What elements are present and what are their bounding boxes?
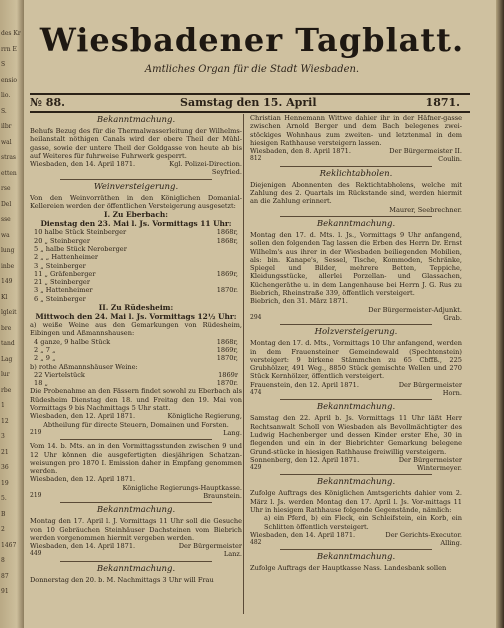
binding-fragment: 1467	[1, 541, 17, 549]
notice-text: Montag den 17. April l. J. Vormittags 11 Uhr soll die Gesuche von 10 Gebräuchen Steinhäuser Dachsteinen vom Biebrich werden vorgenommen hiermit vergeben werden.	[30, 517, 242, 542]
binding-fragment: tand	[1, 340, 15, 347]
notice-office: Königliche Regierung,	[167, 412, 242, 421]
notice-footer	[30, 492, 242, 500]
notice-office-dept: Abtheilung für directe Steuern, Domainen und Forsten.	[43, 420, 229, 429]
wine-item: 2 „ „ Hattenheimer	[34, 253, 99, 262]
notice-signer: Horn.	[442, 389, 462, 398]
binding-fragment: 149	[1, 278, 13, 285]
binding-fragment: wa	[1, 231, 10, 239]
notice-office: Der Bürgermeister	[398, 455, 462, 464]
rule	[280, 474, 432, 475]
notice-number: 482	[250, 539, 262, 547]
wine-vintage: 1868r,	[216, 228, 238, 237]
wine-item: 18 „	[34, 379, 48, 388]
notice-heading: Bekanntmachung.	[316, 402, 396, 413]
notice-place: Wiesbaden, den 12. April 1871.	[30, 412, 136, 421]
wine-item: 11 „ Gräfenberger	[34, 269, 96, 278]
notice-heading: Bekanntmachung.	[316, 477, 396, 488]
wine-row	[30, 286, 242, 294]
binding-fragment: lung	[1, 247, 15, 254]
notice-partial	[250, 552, 462, 572]
section-date: Dienstag den 23. Mai l. Js. Vormittags 11 Uhr:	[40, 219, 232, 229]
binding-fragment: rrn E	[1, 45, 17, 53]
wine-item: 5 „ halbe Stück Neroberger	[34, 244, 127, 253]
right-column	[250, 114, 462, 573]
wine-row	[30, 228, 242, 236]
left-column	[30, 114, 242, 584]
notice-heading: Bekanntmachung.	[96, 563, 176, 574]
wine-item: 6 „ Steinberger	[34, 294, 86, 303]
notice-office: Königliche Regierungs-Hauptkasse.	[122, 483, 242, 492]
binding-fragment: Kl	[1, 293, 8, 301]
notice-items: a) ein Pferd, b) ein Fleck, ein Schleifstein, ein Korb, ein Schlitten öffentlich versteigert.	[264, 514, 462, 531]
wine-row	[30, 295, 242, 303]
notice-footer	[250, 155, 462, 163]
binding-fragment: inbe	[1, 262, 15, 270]
notice-signature	[250, 147, 462, 155]
binding-fragment: 87	[1, 572, 9, 580]
wine-row	[30, 245, 242, 253]
rule	[60, 439, 212, 440]
notice-text: Zufolge Auftrags der Hauptkasse Nass. Landesbank sollen	[250, 564, 447, 573]
notice-text: Die Probenahme an den Fässern findet sowohl zu Eberbach als Rüdesheim Dienstag den 18. und Freitag den 19. Mai von Vormittags 9 bis Nachmittags 5 Uhr statt.	[30, 387, 242, 413]
notice-heading: Bekanntmachung.	[96, 505, 176, 516]
notice-place: Sonnenberg, den 12. April 1871.	[250, 455, 360, 464]
binding-fragment: sse	[1, 216, 11, 223]
wine-item: 22 Viertelstück	[34, 370, 85, 379]
notice-text: Von den Weinvorräthen in den Königlichen Domanial-Kellereien werden der öffentlichen Versteigerung ausgesetzt:	[30, 193, 242, 211]
wine-row	[30, 237, 242, 245]
section-title: II. Zu Rüdesheim:	[98, 303, 174, 313]
notice-signer: Lanz.	[223, 550, 242, 559]
notice-office: Der Gerichts-Executor.	[385, 530, 462, 539]
notice-number: 449	[30, 550, 42, 558]
binding-fragment: 5.	[1, 495, 7, 502]
notice-signer: Braunstein.	[203, 491, 242, 500]
notice-roof-tiles	[30, 505, 242, 558]
binding-fragment: lur	[1, 371, 10, 378]
wine-item: 10 halbe Stück Steinberger	[34, 228, 127, 237]
notice-text: Samstag den 22. April b. Js. Vormittags 11 Uhr läßt Herr Rechtsanwalt Scholl von Wiesbaden als Bevollmächtigter des Ludwig Hachenberger und dessen Kinder erster Ehe, 30 in flegenden und ein in der Biebrichter Gemarkung belegene Grund-stücke in hiesigen Rathhause freiwillig versteigern.	[250, 414, 462, 456]
wine-row	[30, 278, 242, 286]
notice-text: Christian Hennemann Wittwe dahier ihr in der Häfner-gasse zwischen Arnold Berger und dem Bach belegenes zwei-stöckiges Wohnhaus zum zweiten- und letztenmal in dem hiesigen Rathhause versteigern lassen.	[250, 114, 462, 147]
notice-land-auction	[250, 402, 462, 472]
binding-fragment: Del	[1, 200, 12, 208]
notice-number: 474	[250, 389, 262, 397]
binding-fragment: stras	[1, 154, 17, 161]
notice-footer	[30, 550, 242, 558]
wine-row	[30, 338, 242, 346]
notice-signer: Grab.	[443, 313, 462, 322]
wine-row	[30, 346, 242, 354]
newspaper-subtitle: Amtliches Organ für die Stadt Wiesbaden.	[144, 64, 360, 75]
binding-fragment: 8	[1, 557, 5, 564]
rule	[280, 549, 432, 550]
rule	[60, 502, 212, 503]
notice-text: Montag den 17. d. Mts. l. Js., Vormittags 9 Uhr anfangend, sollen den folgenden Tag lassen die Erben des Herrn Dr. Ernst Wilhelm's aus ihrer in der Wiesbaden beiliegenden Mobilien, als: bin. Kanape's, Sessel, Tische, Kommoden, Schränke, Spiegel und Bilder, mehrere Betten, Teppiche, Kleidungsstücke, allerlei Porzellan- und Glassachen, Küchengeräthe u. in dem Langenhause bei Herrn J. G. Rus zu Biebrich, Rheinstraße 339, öffentlich versteigert.	[250, 230, 462, 298]
binding-fragment: 19	[1, 479, 9, 487]
notice-heading: Holzversteigerung.	[314, 327, 398, 338]
issue-number: № 88.	[30, 96, 65, 109]
rule	[280, 216, 432, 217]
notice-footer	[250, 539, 462, 547]
section-date: Mittwoch den 24. Mai l. Js. Vormittags 12½ Uhr:	[35, 312, 237, 322]
wine-vintage: 1869r,	[216, 345, 238, 354]
notice-footer	[250, 314, 462, 322]
wine-list-white	[30, 338, 242, 363]
issue-date: Samstag den 15. April	[180, 96, 317, 109]
notice-footer	[250, 464, 462, 472]
wine-list-red	[30, 371, 242, 388]
binding-fragment: 12	[1, 417, 9, 425]
wine-item: 2 „ 9 „	[34, 354, 56, 363]
page-edge	[496, 0, 504, 628]
binding-fragment: 36	[1, 464, 9, 471]
wine-category: a) weiße Weine aus den Gemarkungen von Rüdesheim, Eibingen und Aßmannshausen:	[30, 321, 242, 338]
notice-heading: Bekanntmachung.	[316, 552, 396, 563]
rule	[60, 179, 212, 180]
newspaper-title: Wiesbadener Tagblatt.	[39, 21, 465, 59]
wine-row	[30, 270, 242, 278]
wine-vintage: 1870r.	[216, 379, 238, 388]
notice-office: Der Bürgermeister	[398, 380, 462, 389]
wine-row	[30, 379, 242, 387]
notice-heading: Bekanntmachung.	[316, 218, 396, 229]
wine-item: 3 „ Steinberger	[34, 261, 86, 270]
wine-row	[30, 253, 242, 261]
notice-number: 219	[30, 428, 42, 436]
notice-signature	[250, 456, 462, 464]
wine-vintage: 1869r	[218, 370, 238, 379]
notice-footer	[250, 389, 462, 397]
notice-place: Wiesbaden, den 8. April 1871.	[250, 147, 351, 156]
notice-number: 812	[250, 155, 262, 163]
binding-fragment: etten	[1, 169, 17, 177]
notice-heading: Reklichtabholen.	[319, 168, 393, 179]
notice-wine-auction	[30, 182, 242, 437]
binding-fragment: ensio	[1, 76, 18, 84]
notice-text: Diejenigen Abonnenten des Rektichtabholens, welche mit Zahlung des 2. Quartals im Rückstande sind, werden hiermit an die Zahlung erinnert.	[250, 180, 462, 206]
notice-house-sale	[250, 114, 462, 164]
binding-fragment: des Kr	[1, 30, 21, 37]
notice-text: Zufolge Auftrags des Königlichen Amtsgerichts dahier vom 2. März l. Js. werden Montag den 17. April l. Js. Vor-mittags 11 Uhr in hiesigem Rathhause folgende Gegenstände, nämlich:	[250, 489, 462, 514]
notice-text: Behufs Bezug des für die Thermalwasserleitung der Wilhelms-heilanstalt nöthigen Canals wird der obere Theil der Mühl-gasse, sowie der untere Theil der Goldgasse von heute ab bis auf Weiteres für fuhrweise Fuhrwerk gesperrt.	[30, 127, 242, 160]
notice-footer	[30, 429, 242, 437]
wine-vintage: 1868r,	[216, 236, 238, 245]
binding-fragment: 91	[1, 588, 9, 595]
notice-signature	[250, 531, 462, 539]
notice-signer: Coulin.	[438, 155, 462, 164]
binding-fragment: 2	[1, 526, 5, 533]
issue-bar	[30, 93, 470, 113]
notice-place: Frauenstein, den 12. April 1871.	[250, 380, 359, 389]
wine-item: 3 „ Hattenheimer	[34, 286, 93, 295]
notice-number: 219	[30, 491, 42, 499]
wine-row	[30, 262, 242, 270]
notice-signature	[30, 160, 242, 168]
notice-text: Donnerstag den 20. b. M. Nachmittags 3 Uhr will Frau	[30, 575, 214, 584]
wine-item: 21 „ Steinberger	[34, 278, 90, 287]
notice-number: 294	[250, 313, 262, 321]
binding-fragment: Lag	[1, 355, 13, 363]
wine-item: 2 „ 7 „	[34, 345, 56, 354]
section-title: I. Zu Eberbach:	[104, 210, 168, 220]
binding-fragment: 1	[1, 402, 5, 409]
wine-vintage: 1868r,	[216, 337, 238, 346]
wine-item: 20 „ Steinberger	[34, 236, 90, 245]
notice-office: Der Bürgermeister II.	[389, 147, 462, 156]
wine-vintage: 1869r,	[216, 269, 238, 278]
notice-place: Wiesbaden, den 14. April 1871.	[30, 542, 136, 551]
binding-fragment: rbe	[1, 386, 12, 394]
column-divider	[243, 114, 244, 614]
notice-text: Montag den 17. d. Mts., Vormittags 10 Uhr anfangend, werden in dem Frauensteiner Gemeindewald (Spechtenstein) versteigert: 9 birkene Stämmchen zu 65 Cbffß., 225 Grubhölzer, 491 Weg., 8850 Stück gemischte Wellen und 270 Stück Kernhölzer, öffentlich versteigert.	[250, 339, 462, 381]
masthead	[32, 22, 472, 75]
notice-heading: Weinversteigerung.	[93, 181, 179, 192]
notice-canal	[30, 115, 242, 177]
notice-heading: Bekanntmachung.	[96, 115, 176, 125]
issue-year: 1871.	[425, 96, 460, 109]
notice-court-auction	[250, 477, 462, 547]
notice-partial	[30, 564, 242, 584]
notice-place: Wiesbaden, den 12. April 1871.	[30, 475, 136, 484]
notice-signature	[30, 542, 242, 550]
notice-subscription	[250, 169, 462, 214]
notice-wood-auction	[250, 327, 462, 397]
notice-office: Maurer, Seebrechner.	[389, 205, 462, 214]
rule	[280, 324, 432, 325]
wine-item: 4 ganze, 9 halbe Stück	[34, 337, 111, 346]
wine-vintage: 1870r,	[216, 354, 238, 363]
binding-fragment: ilbr	[1, 123, 12, 130]
binding-fragment: rse	[1, 185, 11, 192]
binding-fragment: lio.	[1, 92, 11, 99]
notice-place: Wiesbaden, den 14. April 1871.	[250, 530, 356, 539]
wine-list-eberbach	[30, 228, 242, 303]
notice-treasury	[30, 442, 242, 500]
binding-fragment: bre	[1, 324, 12, 332]
notice-signer: Wintermeyer.	[416, 464, 462, 473]
wine-category: b) rothe Aßmannshäuser Weine:	[30, 362, 138, 371]
notice-furniture-auction	[250, 219, 462, 322]
binding-fragment: S	[1, 61, 6, 68]
wine-vintage: 1870r.	[216, 286, 238, 295]
rule	[60, 561, 212, 562]
binding-edge	[0, 0, 24, 628]
notice-signer: Seyfried.	[211, 168, 242, 177]
notice-signature	[250, 381, 462, 389]
notice-office: Der Bürgermeister-Adjunkt.	[368, 305, 462, 314]
wine-row	[30, 354, 242, 362]
notice-signer: Lang.	[223, 428, 242, 437]
binding-fragment: S.	[1, 107, 7, 115]
notice-number: 429	[250, 464, 262, 472]
notice-office: Kgl. Polizei-Direction.	[169, 160, 242, 169]
notice-text: Vom 14. b. Mts. an in den Vormittagsstunden zwischen 9 und 12 Uhr können die ausgefertigten diesjährigen Schatzan-weisungen pro 1870 I. Emission daher in Empfang genommen werden.	[30, 442, 242, 476]
binding-fragment: wal	[1, 138, 12, 146]
notice-place: Wiesbaden, den 14. April 1871.	[30, 160, 136, 169]
wine-row	[30, 371, 242, 379]
binding-fragment: 3	[1, 433, 5, 440]
notice-office: Der Bürgermeister	[178, 542, 242, 551]
notice-place: Biebrich, den 31. März 1871.	[250, 297, 348, 306]
binding-fragment: 21	[1, 448, 9, 456]
rule	[280, 399, 432, 400]
binding-fragment: lgleit	[1, 309, 17, 316]
binding-fragment: B	[1, 510, 6, 518]
rule	[280, 166, 432, 167]
notice-signature	[30, 412, 242, 420]
notice-signer: Alling.	[440, 539, 462, 548]
